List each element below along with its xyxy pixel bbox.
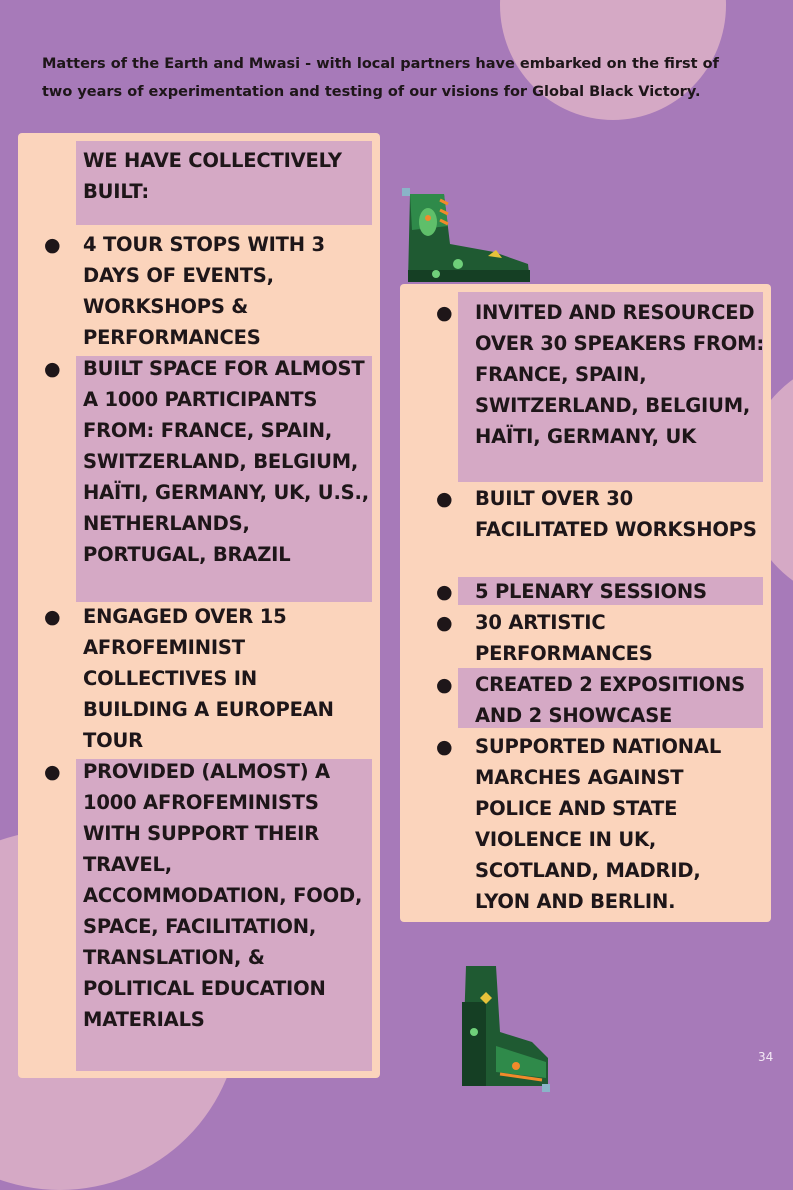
left-item-4: PROVIDED (ALMOST) A 1000 AFROFEMINISTS WITH SUPPORT THEIR TRAVEL, ACCOMMODATION, FOOD, SPACE, FACILITATION, TRANSLATION, & POLITICAL EDUCATION MATERIALS — [83, 760, 363, 1031]
bullet-marker: ● — [436, 488, 453, 510]
right-item-6: SUPPORTED NATIONAL MARCHES AGAINST POLICE AND STATE VIOLENCE IN UK, SCOTLAND, MADRID, LYON AND BERLIN. — [475, 735, 722, 913]
bullet-marker: ● — [436, 612, 453, 634]
right-item-2: BUILT OVER 30 FACILITATED WORKSHOPS — [475, 487, 757, 541]
right-item-1: INVITED AND RESOURCED OVER 30 SPEAKERS FROM: FRANCE, SPAIN, SWITZERLAND, BELGIUM, HAÏTI, GERMANY, UK — [475, 301, 764, 448]
boot-illustration-icon — [398, 186, 534, 286]
left-item-2: BUILT SPACE FOR ALMOST A 1000 PARTICIPANTS FROM: FRANCE, SPAIN, SWITZERLAND, BELGIUM, HAÏTI, GERMANY, UK, U.S., NETHERLANDS, PORTUGAL, BRAZIL — [83, 357, 369, 566]
boot-illustration-icon — [456, 962, 556, 1094]
right-item-5: CREATED 2 EXPOSITIONS AND 2 SHOWCASE — [475, 673, 745, 727]
left-item-3: ENGAGED OVER 15 AFROFEMINIST COLLECTIVES IN BUILDING A EUROPEAN TOUR — [83, 605, 334, 752]
page-number: 34 — [758, 1050, 774, 1064]
bullet-marker: ● — [436, 674, 453, 696]
left-card-heading: WE HAVE COLLECTIVELY BUILT: — [83, 149, 342, 203]
bullet-marker: ● — [436, 581, 453, 603]
bullet-marker: ● — [436, 736, 453, 758]
bullet-marker: ● — [44, 606, 61, 628]
right-item-3: 5 PLENARY SESSIONS — [475, 580, 707, 603]
bullet-marker: ● — [44, 234, 61, 256]
bullet-marker: ● — [436, 302, 453, 324]
left-item-1: 4 TOUR STOPS WITH 3 DAYS OF EVENTS, WORKSHOPS & PERFORMANCES — [83, 233, 325, 349]
bullet-marker: ● — [44, 761, 61, 783]
right-item-4: 30 ARTISTIC PERFORMANCES — [475, 611, 653, 665]
bullet-marker: ● — [44, 358, 61, 380]
intro-text: Matters of the Earth and Mwasi - with local partners have embarked on the first of two years of experimentation and testing of our visions for Global Black Victory. — [42, 56, 719, 100]
